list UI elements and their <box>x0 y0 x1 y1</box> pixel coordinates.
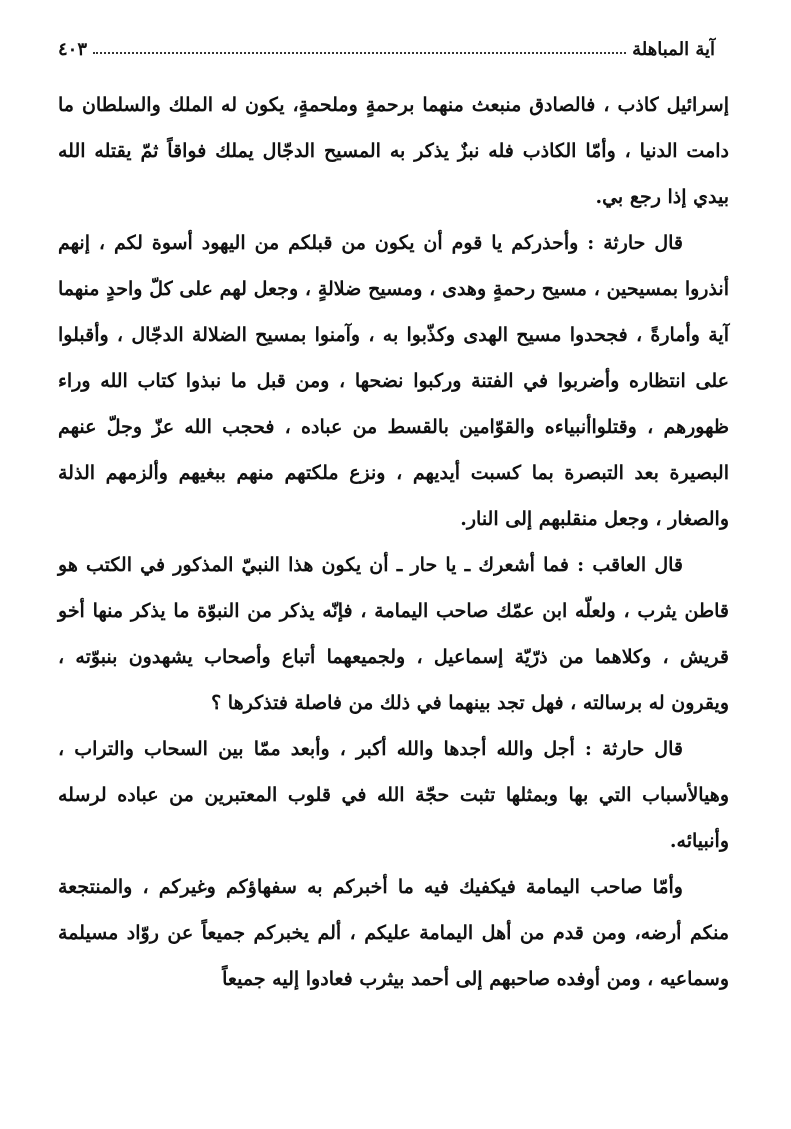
dotted-leader <box>93 51 626 54</box>
page-number: ٤٠٣ <box>58 39 88 60</box>
paragraph: قال حارثة : أجل والله أجدها والله أكبر ، وأبعد ممّا بين السحاب والتراب ، وهيالأسباب التي بها وبمثلها تثبت حجّة الله في قلوب المعتبرين من عباده لرسله وأنبيائه. <box>58 738 729 852</box>
paragraph: وأمّا صاحب اليمامة فيكفيك فيه ما أخبركم به سفهاؤكم وغيركم ، والمنتجعة منكم أرضه، ومن قدم من أهل اليمامة عليكم ، ألم يخبركم جميعاً عن روّاد مسيلمة وسماعيه ، ومن أوفده صاحبهم إلى أحمد بيثرب فعادوا إليه جميعاً <box>58 876 729 990</box>
chapter-title: آية المباهلة <box>632 39 715 60</box>
paragraph: قال حارثة : وأحذركم يا قوم أن يكون من قبلكم من اليهود أسوة لكم ، إنهم أنذروا بمسيحين ، مسيح رحمةٍ وهدى ، ومسيح ضلالةٍ ، وجعل لهم على كلّ واحدٍ منهما آية وأمارةً ، فجحدوا مسيح الهدى وكذّبوا به ، وآمنوا بمسيح الضلالة الدجّال ، وأقبلوا على انتظاره وأضربوا في الفتنة وركبوا نضحها ، ومن قبل ما نبذوا كتاب الله وراء ظهورهم ، وقتلواأنبياءه والقوّامين بالقسط من عباده ، فحجب الله عزّ وجلّ عنهم البصيرة بعد التبصرة بما كسبت أيديهم ، ونزع ملكتهم منهم ببغيهم وألزمهم الذلة والصغار ، وجعل منقلبهم إلى النار. <box>58 232 729 530</box>
running-header <box>58 30 715 60</box>
paragraph: قال العاقب : فما أشعرك ـ يا حار ـ أن يكون هذا النبيّ المذكور في الكتب هو قاطن يثرب ، ولعلّه ابن عمّك صاحب اليمامة ، فإنّه يذكر من النبوّة ما يذكر منها أخو قريش ، وكلاهما من ذرّيّة إسماعيل ، ولجميعهما أتباع وأصحاب يشهدون بنبوّته ، ويقرون له برسالته ، فهل تجد بينهما في ذلك من فاصلة فتذكرها ؟ <box>58 554 729 714</box>
paragraph: إسرائيل كاذب ، فالصادق منبعث منهما برحمةٍ وملحمةٍ، يكون له الملك والسلطان ما دامت الدنيا ، وأمّا الكاذب فله نبزٌ يذكر به المسيح الدجّال يملك فواقاً ثمّ يقتله الله بيدي إذا رجع بي. <box>58 94 729 208</box>
body-text <box>58 82 729 1002</box>
